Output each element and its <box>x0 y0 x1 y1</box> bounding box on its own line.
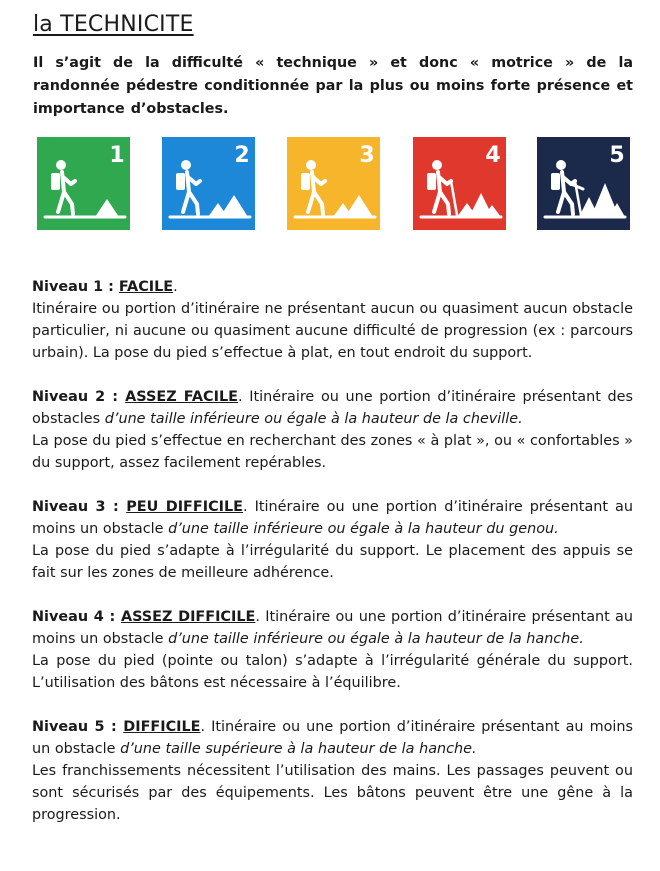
level-5-block <box>32 716 633 826</box>
level-1-heading: Niveau 1 : <box>32 279 119 295</box>
level-1-body: Itinéraire ou portion d’itinéraire ne présentant aucun ou quasiment aucun obstacle particulier, ni aucune ou quasiment aucune difficulté de progression (ex : parcours urbain). La pose du pied s’effectue à plat, en tout endroit du support. <box>32 301 633 361</box>
difficulty-badges <box>37 137 637 231</box>
level-4-italic: d’une taille inférieure ou égale à la hauteur de la hanche. <box>168 631 584 647</box>
level-4-after-name: . Itinéraire ou une portion d’itinéraire présentant au moins un obstacle <box>32 609 633 647</box>
hiker-two-peaks-icon <box>162 137 255 230</box>
level-1-after-name: . <box>173 279 178 295</box>
level-4-block <box>32 606 633 694</box>
level-2-body: La pose du pied s’effectue en recherchant des zones « à plat », ou « confortables » du support, assez facilement repérables. <box>32 433 633 471</box>
level-5-name: DIFFICILE <box>123 719 201 735</box>
level-number: 3 <box>359 143 375 168</box>
level-2-block <box>32 386 633 474</box>
level-4-name: ASSEZ DIFFICILE <box>120 609 256 625</box>
level-2-heading: Niveau 2 : <box>32 389 126 405</box>
level-number: 4 <box>485 143 501 168</box>
level-3-after-name: . Itinéraire ou une portion d’itinéraire présentant au moins un obstacle <box>32 499 633 537</box>
level-3-block <box>32 496 633 584</box>
level-4-body: La pose du pied (pointe ou talon) s’adapte à l’irrégularité générale du support. L’utilisation des bâtons est nécessaire à l’équilibre. <box>32 653 633 691</box>
level-5-body: Les franchissements nécessitent l’utilisation des mains. Les passages peuvent ou sont sécurisés par des équipements. Les bâtons peuvent être une gêne à la progression. <box>32 763 633 823</box>
level-2-italic: d’une taille inférieure ou égale à la hauteur de la cheville. <box>104 411 523 427</box>
hiker-poles-peaks-icon <box>413 137 506 230</box>
hiker-one-peak-icon <box>37 137 130 230</box>
level-4-badge <box>413 137 506 230</box>
hiker-two-peaks-icon <box>287 137 380 230</box>
level-3-body: La pose du pied s’adapte à l’irrégularité du support. Le placement des appuis se fait sur les zones de meilleure adhérence. <box>32 543 633 581</box>
level-3-italic: d’une taille inférieure ou égale à la hauteur du genou. <box>168 521 559 537</box>
level-3-heading: Niveau 3 : <box>32 499 127 515</box>
hiker-climbing-peaks-icon <box>537 137 630 230</box>
level-3-name: PEU DIFFICILE <box>126 499 243 515</box>
level-1-name: FACILE <box>118 279 174 295</box>
page-title: la TECHNICITE <box>33 12 194 37</box>
level-1-block <box>32 276 633 364</box>
intro-paragraph: Il s’agit de la difficulté « technique » et donc « motrice » de la randonnée pédestre conditionnée par la plus ou moins forte présence et importance d’obstacles. <box>33 55 633 117</box>
level-5-italic: d’une taille supérieure à la hauteur de la hanche. <box>120 741 477 757</box>
level-2-badge <box>162 137 255 230</box>
level-3-badge <box>287 137 380 230</box>
level-number: 1 <box>109 143 125 168</box>
level-5-after-name: . Itinéraire ou une portion d’itinéraire présentant au moins un obstacle <box>32 719 634 757</box>
level-2-name: ASSEZ FACILE <box>125 389 238 405</box>
level-number: 2 <box>234 143 250 168</box>
level-5-badge <box>537 137 630 230</box>
level-1-badge <box>37 137 130 230</box>
level-4-heading: Niveau 4 : <box>32 609 121 625</box>
level-2-after-name: . Itinéraire ou une portion d’itinéraire présentant des obstacles <box>32 389 633 427</box>
levels-list <box>32 276 633 826</box>
level-5-heading: Niveau 5 : <box>32 719 124 735</box>
level-number: 5 <box>609 143 625 168</box>
